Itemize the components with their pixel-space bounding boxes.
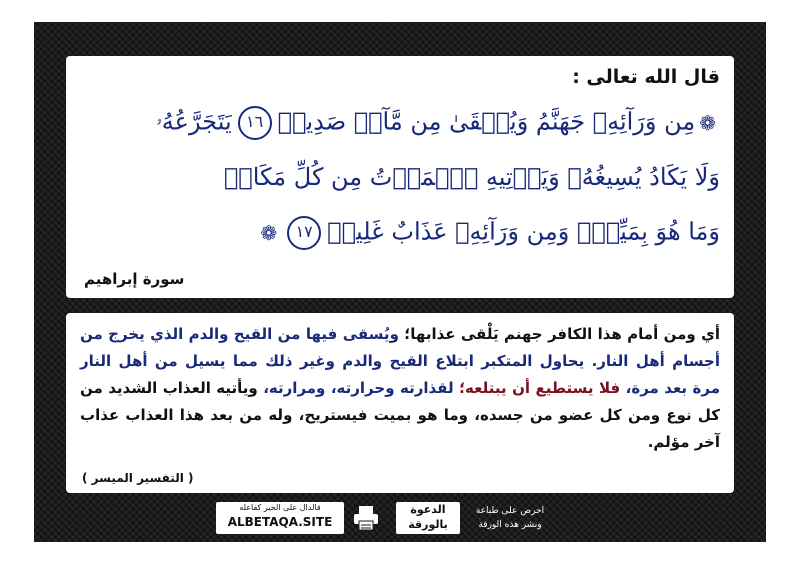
footer-small-text: فالدال على الخير كفاعله bbox=[239, 503, 321, 512]
verse-card bbox=[66, 56, 734, 298]
footer bbox=[66, 500, 734, 536]
logo-line-1: الدعوة bbox=[410, 503, 446, 516]
ayah-number-17: ١٧ bbox=[287, 216, 321, 250]
ornament-icon: ❁ bbox=[699, 111, 716, 135]
tafsir-part-1: أي ومن أمام هذا الكافر جهنم يَلْقى عذابها؛ bbox=[404, 325, 720, 343]
printer-icon bbox=[352, 504, 380, 532]
verse-text-1: مِن وَرَآئِهِۦ جَهَنَّمُ وَيُسۡقَىٰ مِن مَّآءٖ صَدِيدٖ bbox=[277, 107, 696, 136]
verse-line-2: وَلَا يَكَادُ يُسِيغُهُۥ وَيَأۡتِيهِ ٱلۡمَوۡتُ مِن كُلِّ مَكَانٖ bbox=[223, 163, 720, 191]
verse-line-3 bbox=[80, 216, 720, 250]
print-slogan bbox=[468, 504, 552, 532]
slogan-line-1: احرص على طباعة bbox=[475, 506, 545, 516]
tafsir-card bbox=[66, 313, 734, 493]
verse-line-1 bbox=[80, 106, 720, 140]
ornament-end-icon: ❁ bbox=[260, 221, 278, 245]
tafsir-text bbox=[80, 321, 720, 456]
website-box bbox=[216, 502, 344, 534]
tafsir-part-2: ويُسقى فيها من القيح والدم الذي يخرج من أجسام أهل النار. يحاول المتكبر ابتلاع القيح والدم وغير ذلك مما يسيل من أهل النار مرة بعد مرة، bbox=[80, 325, 721, 397]
dawah-logo bbox=[396, 502, 460, 534]
verse-text-3: وَمَا هُوَ بِمَيِّتٖۖ وَمِن وَرَآئِهِۦ عَذَابٌ غَلِيظٞ bbox=[327, 217, 720, 246]
surah-name: سورة إبراهيم bbox=[84, 270, 185, 288]
tafsir-part-4: لقذارته وحرارته، ومرارته، bbox=[263, 379, 460, 397]
tafsir-part-5: ويأتيه العذاب الشديد من كل نوع ومن كل عضو من جسده، وما هو بميت فيستريح، وله من بعد هذا العذاب عذاب آخر مؤلم. bbox=[80, 379, 720, 451]
tafsir-source: ( التفسير الميسر ) bbox=[82, 471, 194, 485]
website-link[interactable]: ALBETAQA.SITE bbox=[227, 515, 333, 529]
verse-text-1b: يَتَجَرَّعُهُۥ bbox=[155, 107, 232, 136]
verse-heading: قال الله تعالى : bbox=[572, 66, 720, 88]
logo-line-2: بالورقة bbox=[408, 518, 448, 531]
slogan-line-2: ونشر هذه الورقة bbox=[478, 520, 542, 530]
ayah-number-16: ١٦ bbox=[238, 106, 272, 140]
tafsir-part-3: فلا يستطيع أن يبتلعه؛ bbox=[459, 379, 626, 397]
